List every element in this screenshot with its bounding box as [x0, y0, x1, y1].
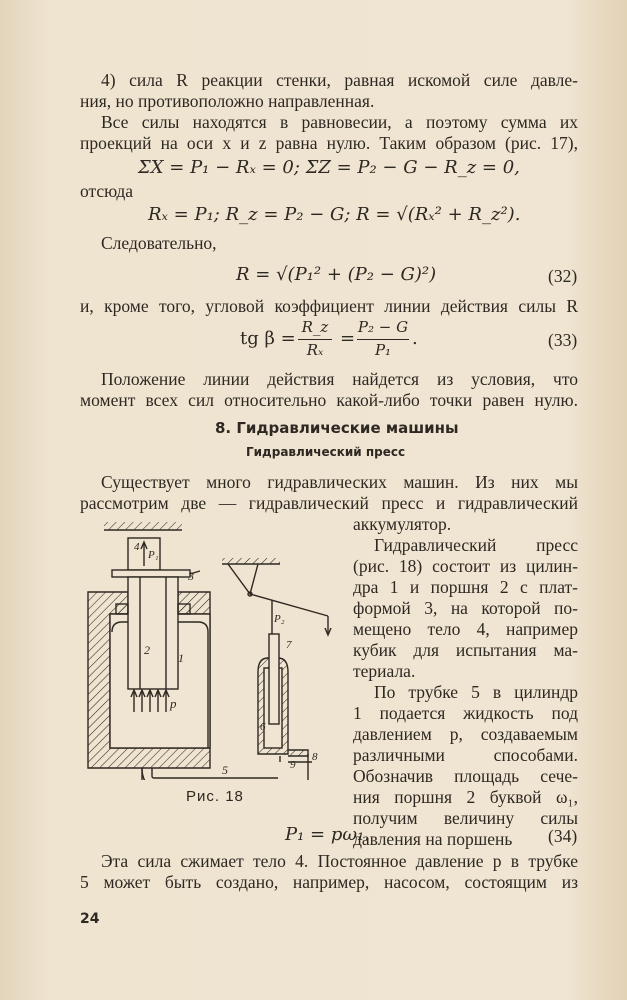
text-line: Эта сила сжимает тело 4. Постоянное давление p в трубке	[101, 851, 578, 871]
figure-label: P₁	[148, 549, 159, 561]
text-line: аккумулятор.	[353, 514, 452, 534]
text-line: 1 подается жидкость под	[353, 703, 578, 723]
figure-label: 6	[260, 721, 266, 733]
figure-label: p	[170, 696, 177, 711]
fraction-denominator: P₁	[374, 341, 392, 359]
formula-equilibrium: ΣX = P₁ − Rₓ = 0; ΣZ = P₂ − G − R_z = 0,	[138, 157, 520, 178]
figure-label: 2	[144, 643, 150, 657]
text-line: и, кроме того, угловой коэффициент линии действия силы R	[80, 296, 578, 316]
text-line: По трубке 5 в цилиндр	[374, 682, 578, 702]
figure-label: 9	[290, 759, 296, 771]
formula-33-equals: =	[340, 328, 356, 349]
fraction-denominator: Rₓ	[306, 341, 324, 359]
text-line: Следовательно,	[101, 233, 217, 253]
text-line: Положение линии действия найдется из условия, что	[101, 369, 578, 389]
text-line: 4) сила R реакции стенки, равная искомой силе давле-	[101, 70, 578, 90]
section-heading: 8. Гидравлические машины	[215, 419, 459, 437]
text-line: ния, но противоположно направленная.	[80, 91, 375, 111]
subsection-heading: Гидравлический пресс	[246, 445, 406, 459]
figure-label: P₂	[274, 613, 285, 625]
text-line: Гидравлический пресс	[374, 535, 578, 555]
text-line: 5 может быть создано, например, насосом, состоящим из	[80, 872, 578, 892]
figure-label: 5	[222, 763, 228, 777]
text-line: Существует много гидравлических машин. Из них мы	[101, 472, 578, 492]
text-line: различными способами.	[353, 745, 578, 765]
text-line: отсюда	[80, 181, 134, 201]
figure-caption: Рис. 18	[186, 788, 244, 805]
equation-number: (34)	[548, 826, 578, 846]
text-line: Все силы находятся в равновесии, а поэтому сумма их	[101, 112, 578, 132]
text-line: мещено тело 4, например	[353, 619, 578, 639]
text-line: ния поршня 2 буквой ω₁,	[353, 787, 578, 807]
text-line: момент всех сил относительно какой-либо точки равен нулю.	[80, 390, 578, 410]
text-line: получим величину силы	[353, 808, 578, 828]
formula-34: P₁ = pω₁.	[285, 824, 370, 845]
text-line: дра 1 и поршня 2 с плат-	[353, 577, 578, 597]
equation-number: (33)	[548, 330, 578, 350]
text-line: (рис. 18) состоит из цилин-	[353, 556, 578, 576]
formula-components: Rₓ = P₁; R_z = P₂ − G; R = √(Rₓ² + R_z²).	[148, 204, 521, 225]
fraction-numerator: P₂ − G	[357, 318, 409, 336]
text-line: рассмотрим две — гидравлический пресс и гидравлический	[80, 493, 578, 513]
figure-label: 3	[188, 569, 194, 583]
figure-label: 1	[178, 651, 184, 665]
equation-number: (32)	[548, 266, 578, 286]
formula-33-period: .	[412, 328, 418, 349]
fraction-bar	[357, 339, 409, 340]
figure-label: 7	[286, 639, 292, 651]
text-line: Обозначив площадь сече-	[353, 766, 578, 786]
text-line: кубик для испытания ма-	[353, 640, 578, 660]
formula-32: R = √(P₁² + (P₂ − G)²)	[236, 264, 437, 285]
text-line: давления на поршень	[353, 829, 513, 849]
figure-label: 4	[134, 541, 140, 553]
text-line: формой 3, на которой по-	[353, 598, 578, 618]
text-line: териала.	[353, 661, 416, 681]
page-number: 24	[80, 911, 100, 927]
fraction-bar	[298, 339, 332, 340]
fraction-numerator: R_z	[301, 318, 329, 336]
hydraulic-press-figure	[82, 522, 344, 780]
figure-label: 8	[312, 751, 318, 763]
text-line: давлением p, создаваемым	[353, 724, 578, 744]
formula-33-lhs: tg β =	[240, 328, 296, 349]
text-line: проекций на оси x и z равна нулю. Таким образом (рис. 17),	[80, 133, 578, 153]
